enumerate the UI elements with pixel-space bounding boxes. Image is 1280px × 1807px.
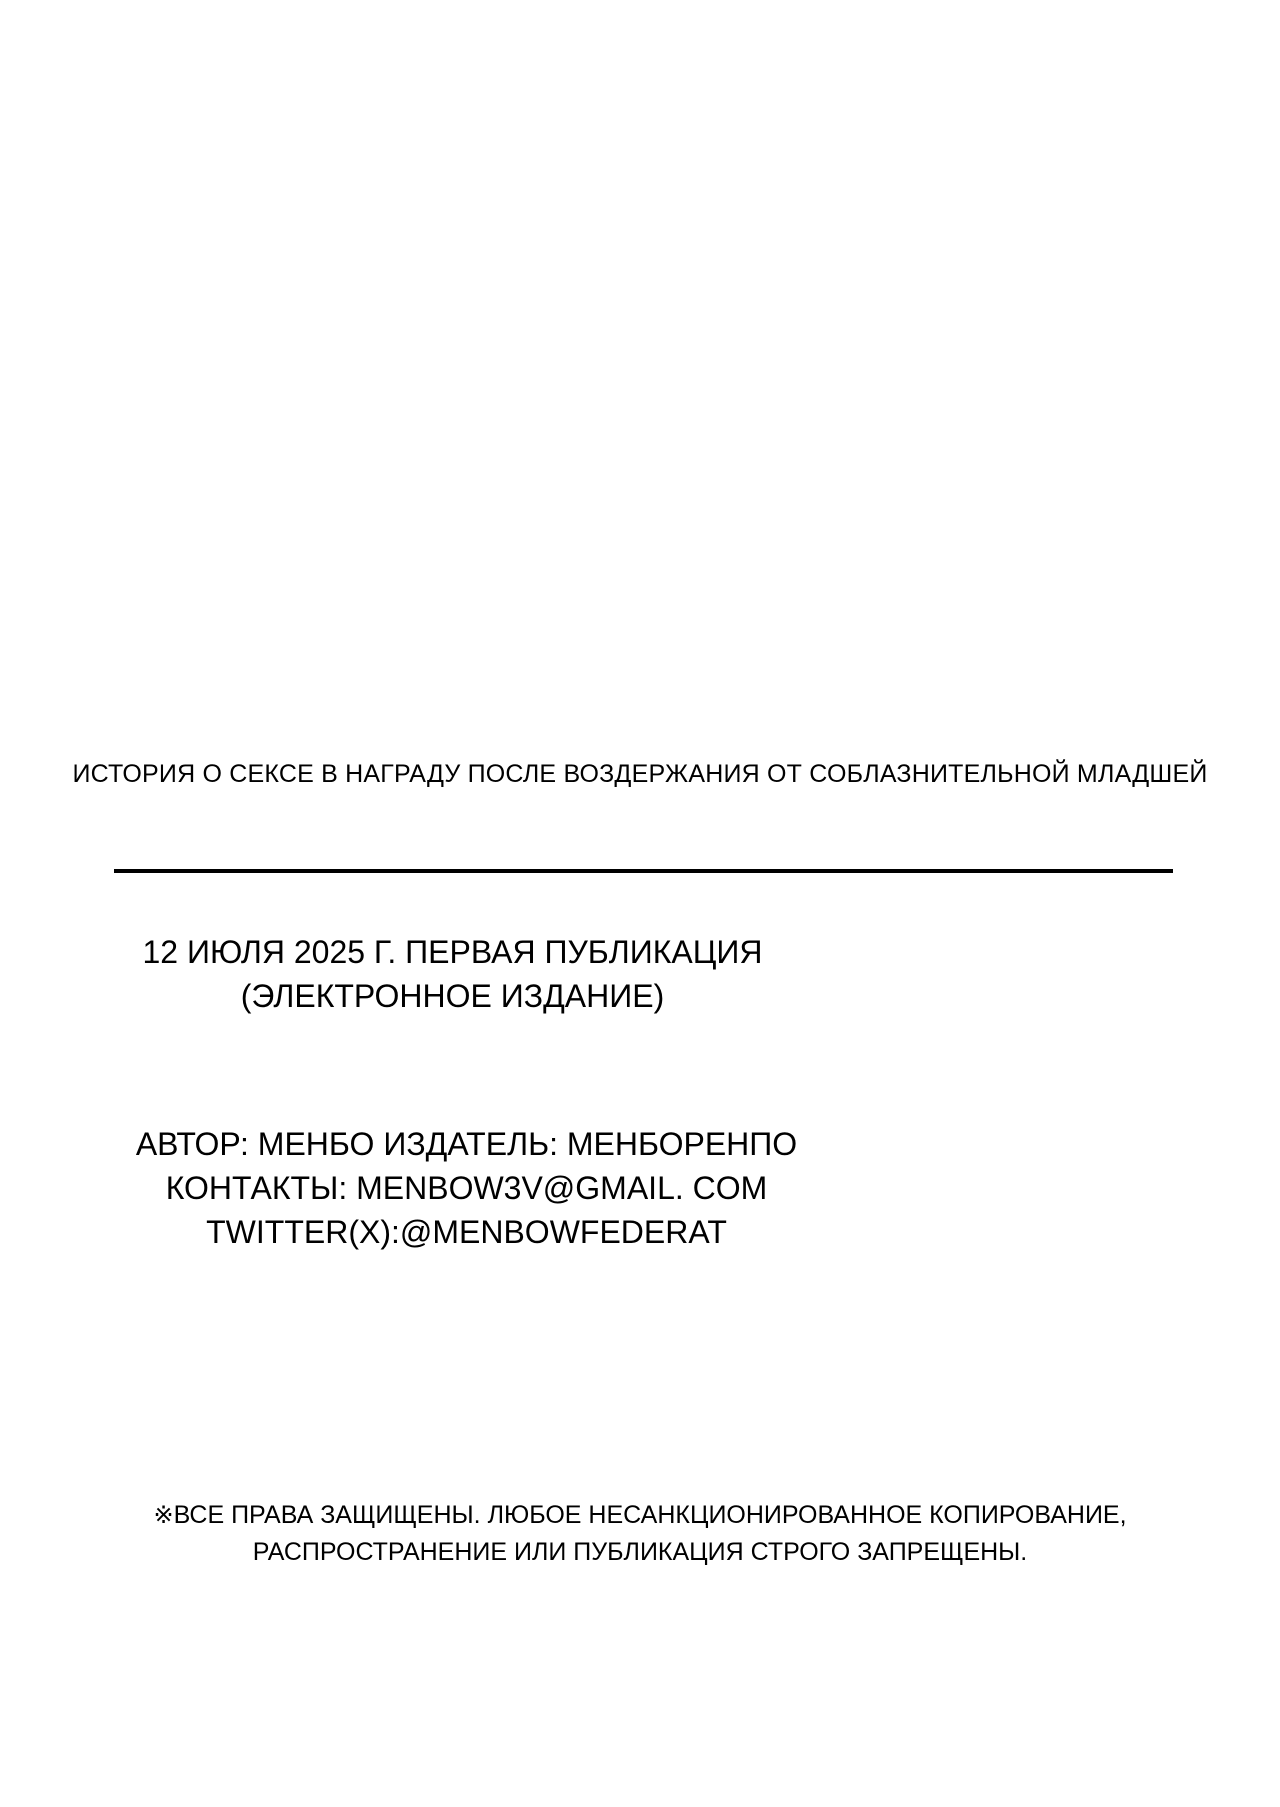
copyright-line-2: РАСПРОСТРАНЕНИЕ ИЛИ ПУБЛИКАЦИЯ СТРОГО ЗАПРЕЩЕНЫ. bbox=[252, 1538, 1028, 1566]
publication-date: 12 ИЮЛЯ 2025 Г. ПЕРВАЯ ПУБЛИКАЦИЯ bbox=[142, 934, 763, 970]
reference-mark-icon: ※ bbox=[153, 1502, 174, 1529]
twitter-handle: TWITTER(X):@MENBOWFEDERAT bbox=[206, 1214, 727, 1250]
author-publisher: АВТОР: МЕНБО ИЗДАТЕЛЬ: МЕНБОРЕНПО bbox=[135, 1126, 798, 1162]
contact-email: КОНТАКТЫ: MENBOW3V@GMAIL. COM bbox=[165, 1170, 768, 1206]
title-divider bbox=[114, 869, 1173, 873]
edition-type: (ЭЛЕКТРОННОЕ ИЗДАНИЕ) bbox=[240, 978, 665, 1014]
copyright-line-1 bbox=[60, 1497, 1220, 1534]
book-title: ИСТОРИЯ О СЕКСЕ В НАГРАДУ ПОСЛЕ ВОЗДЕРЖАНИЯ ОТ СОБЛАЗНИТЕЛЬНОЙ МЛАДШЕЙ bbox=[72, 760, 1208, 788]
copyright-notice bbox=[60, 1497, 1220, 1570]
copyright-text-1: ВСЕ ПРАВА ЗАЩИЩЕНЫ. ЛЮБОЕ НЕСАНКЦИОНИРОВАННОЕ КОПИРОВАНИЕ, bbox=[173, 1501, 1127, 1529]
credits-block bbox=[80, 1122, 853, 1254]
publication-info bbox=[97, 930, 808, 1018]
